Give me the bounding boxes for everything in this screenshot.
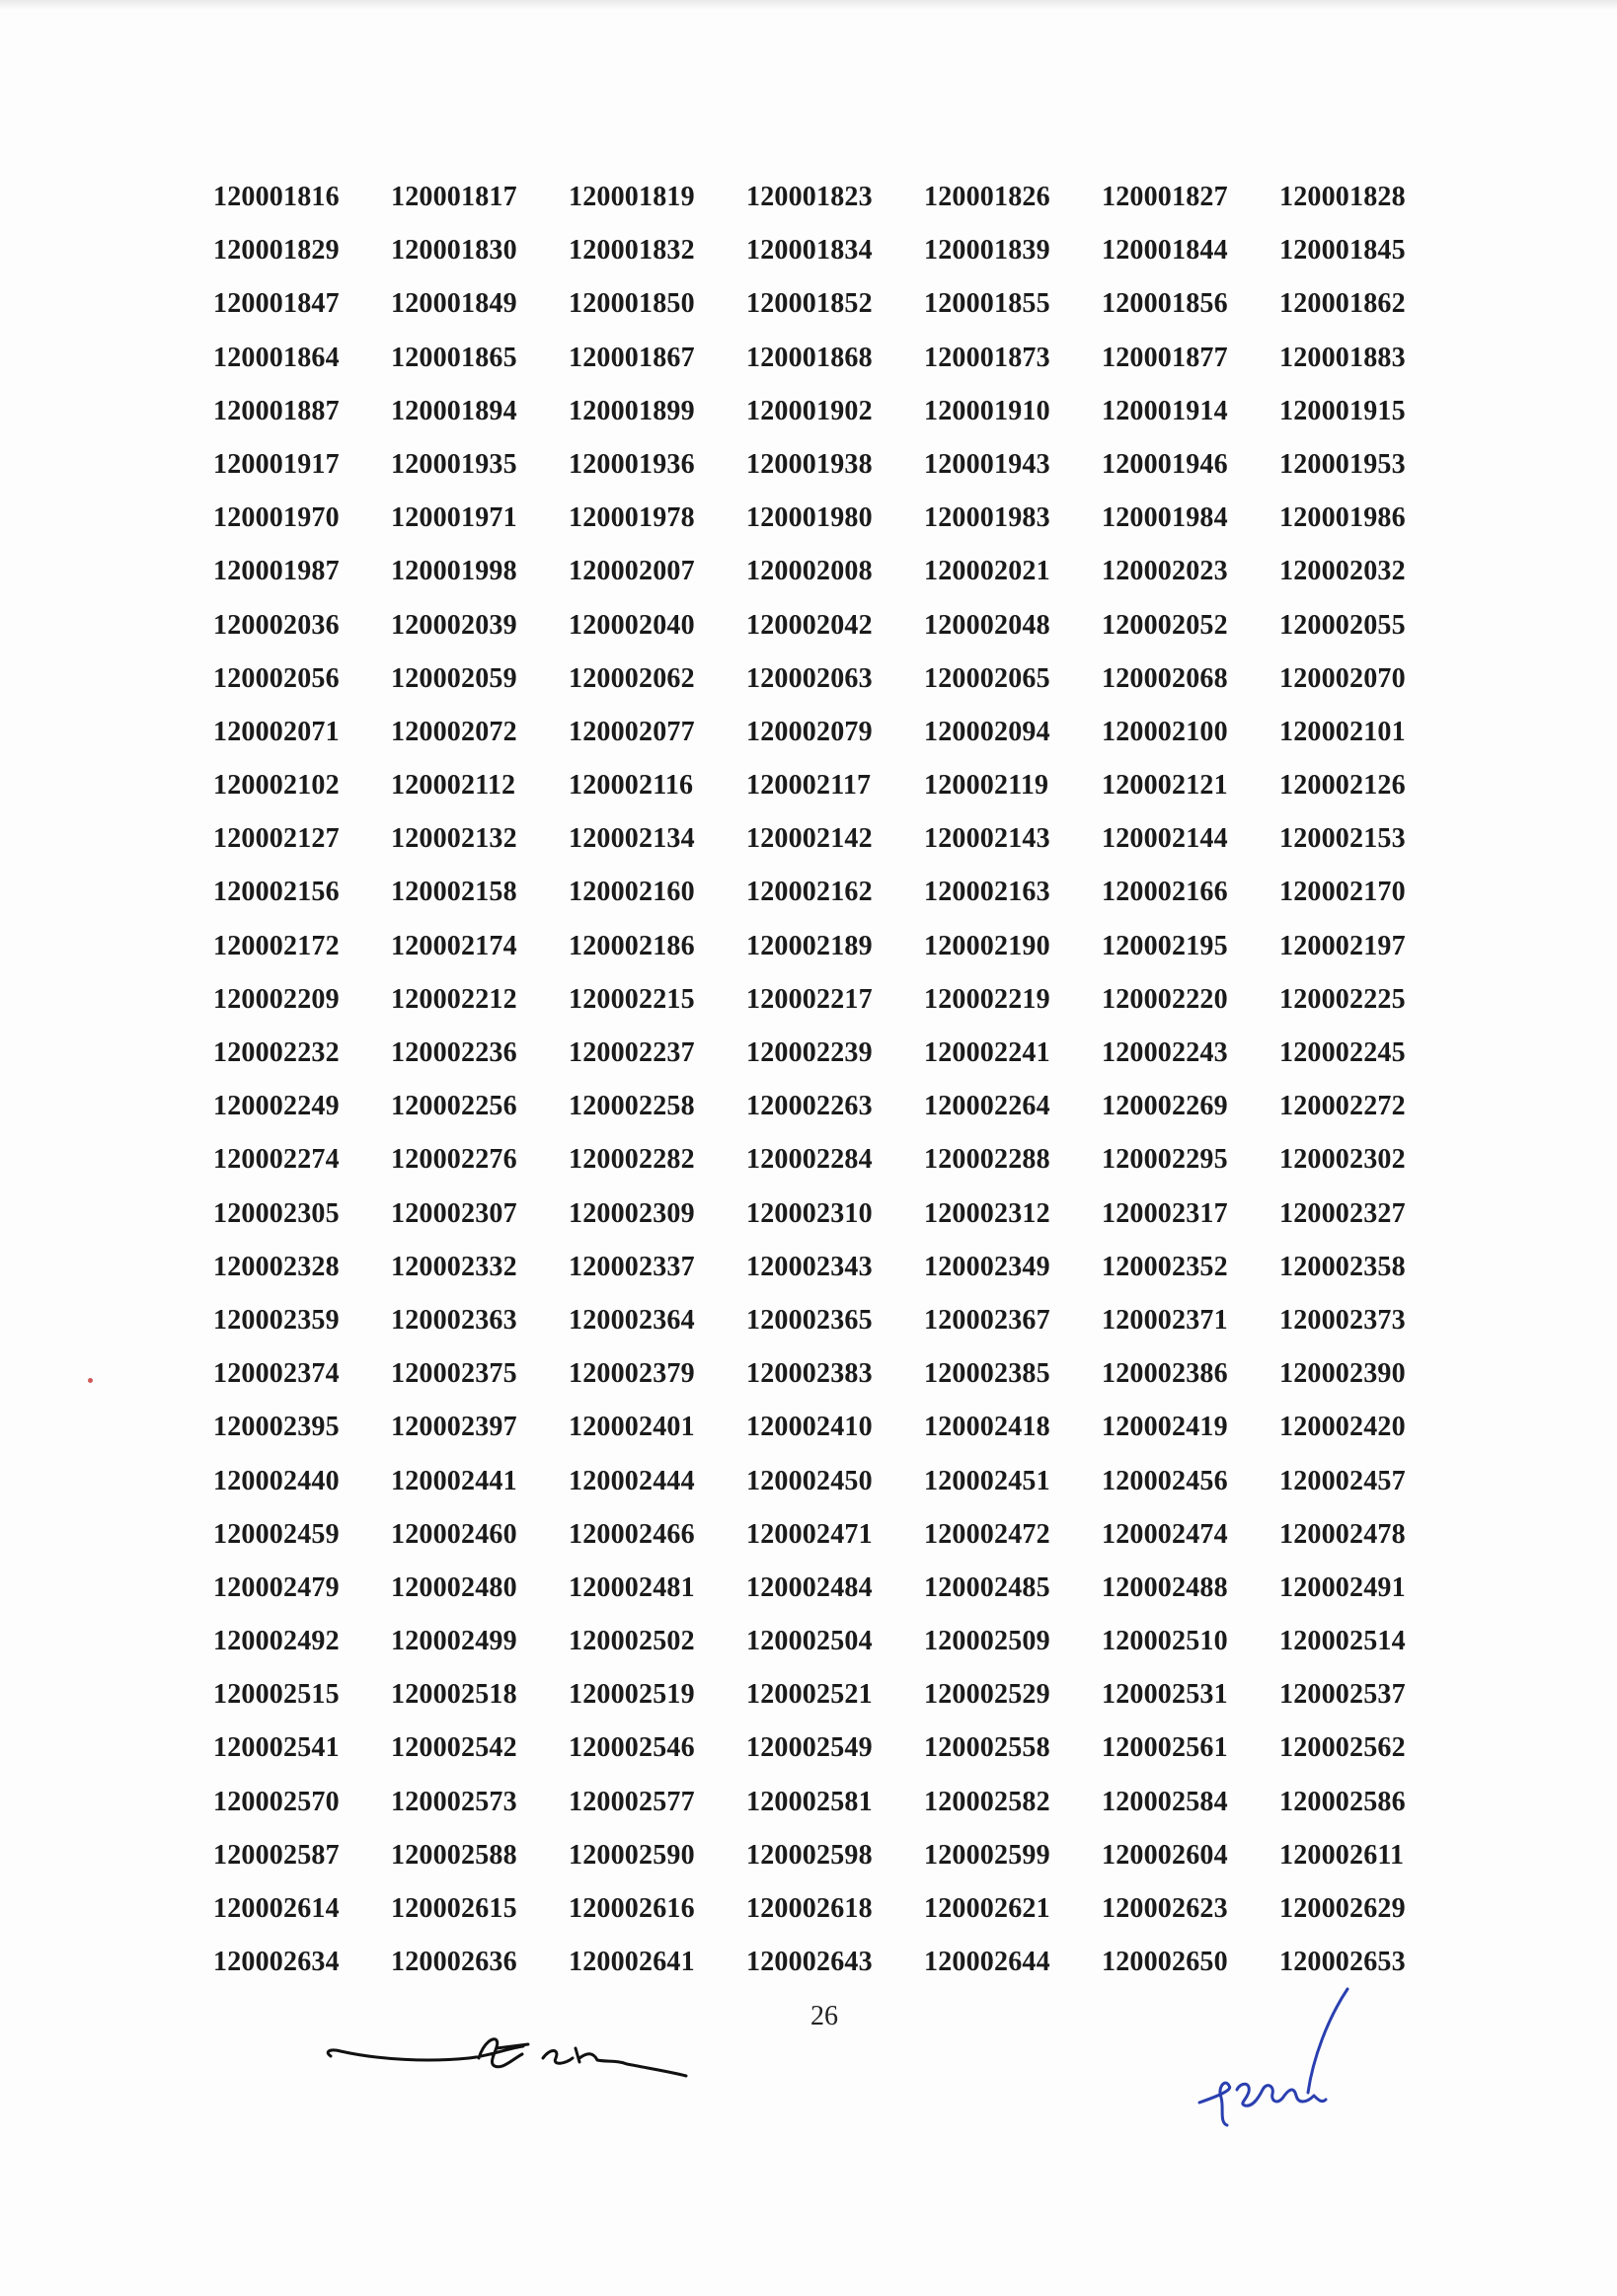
roll-number-cell: 120002337 (569, 1251, 695, 1282)
roll-number-cell: 120002163 (924, 877, 1050, 908)
roll-number-cell: 120001883 (1279, 342, 1406, 373)
roll-number-cell: 120002397 (391, 1412, 517, 1443)
roll-number-cell: 120002451 (924, 1465, 1050, 1496)
roll-number-cell: 120001867 (569, 342, 695, 373)
roll-number-cell: 120001828 (1279, 182, 1406, 212)
roll-number-cell: 120002288 (924, 1144, 1050, 1176)
roll-number-cell: 120001826 (924, 182, 1050, 212)
roll-number-cell: 120002039 (391, 609, 517, 641)
roll-number-cell: 120001864 (213, 342, 340, 373)
roll-number-cell: 120002379 (569, 1358, 695, 1390)
roll-number-cell: 120002160 (569, 877, 695, 908)
roll-number-cell: 120002263 (746, 1091, 873, 1122)
roll-number-cell: 120001938 (746, 448, 873, 480)
roll-number-cell: 120002302 (1279, 1144, 1406, 1176)
roll-number-cell: 120002215 (569, 983, 695, 1015)
roll-number-cell: 120002190 (924, 930, 1050, 961)
roll-number-cell: 120002312 (924, 1197, 1050, 1229)
roll-number-cell: 120002401 (569, 1412, 695, 1443)
roll-number-cell: 120002209 (213, 983, 340, 1015)
roll-number-cell: 120002358 (1279, 1251, 1406, 1282)
roll-number-cell: 120002343 (746, 1251, 873, 1282)
roll-number-cell: 120002502 (569, 1626, 695, 1657)
roll-number-cell: 120002310 (746, 1197, 873, 1229)
roll-number-cell: 120002055 (1279, 609, 1406, 641)
roll-number-cell: 120002077 (569, 716, 695, 747)
roll-number-cell: 120001819 (569, 182, 695, 212)
roll-number-cell: 120002071 (213, 716, 340, 747)
roll-number-cell: 120002472 (924, 1518, 1050, 1550)
roll-number-cell: 120002479 (213, 1571, 340, 1603)
roll-number-cell: 120002174 (391, 930, 517, 961)
roll-number-cell: 120002232 (213, 1037, 340, 1068)
roll-number-cell: 120001971 (391, 502, 517, 534)
roll-number-cell: 120001946 (1102, 448, 1228, 480)
roll-number-cell: 120002156 (213, 877, 340, 908)
roll-number-cell: 120002488 (1102, 1571, 1228, 1603)
roll-number-cell: 120002172 (213, 930, 340, 961)
roll-number-cell: 120001953 (1279, 448, 1406, 480)
roll-number-cell: 120002615 (391, 1893, 517, 1924)
roll-number-cell: 120002359 (213, 1304, 340, 1336)
roll-number-cell: 120001914 (1102, 395, 1228, 426)
roll-number-cell: 120002327 (1279, 1197, 1406, 1229)
roll-number-cell: 120001862 (1279, 288, 1406, 320)
roll-number-cell: 120002101 (1279, 716, 1406, 747)
roll-number-cell: 120002542 (391, 1732, 517, 1764)
roll-number-cell: 120002410 (746, 1412, 873, 1443)
roll-number-cell: 120002162 (746, 877, 873, 908)
roll-number-cell: 120002586 (1279, 1786, 1406, 1817)
roll-number-cell: 120001978 (569, 502, 695, 534)
roll-number-cell: 120002599 (924, 1839, 1050, 1871)
roll-number-cell: 120002375 (391, 1358, 517, 1390)
roll-number-cell: 120002504 (746, 1626, 873, 1657)
roll-number-cell: 120001998 (391, 556, 517, 587)
roll-number-cell: 120002117 (746, 770, 872, 802)
roll-number-cell: 120002643 (746, 1947, 873, 1978)
roll-number-cell: 120001847 (213, 288, 340, 320)
roll-number-cell: 120001834 (746, 235, 873, 267)
roll-number-cell: 120002457 (1279, 1465, 1406, 1496)
roll-number-cell: 120001865 (391, 342, 517, 373)
roll-number-cell: 120002065 (924, 662, 1050, 694)
roll-number-cell: 120002040 (569, 609, 695, 641)
roll-number-cell: 120002441 (391, 1465, 517, 1496)
roll-number-cell: 120002079 (746, 716, 873, 747)
roll-number-cell: 120002225 (1279, 983, 1406, 1015)
roll-number-cell: 120002264 (924, 1091, 1050, 1122)
roll-number-cell: 120002274 (213, 1144, 340, 1176)
roll-number-cell: 120001868 (746, 342, 873, 373)
roll-number-cell: 120002059 (391, 662, 517, 694)
roll-number-cell: 120002170 (1279, 877, 1406, 908)
roll-number-cell: 120001839 (924, 235, 1050, 267)
roll-number-cell: 120002332 (391, 1251, 517, 1282)
roll-number-cell: 120002616 (569, 1893, 695, 1924)
roll-number-cell: 120001829 (213, 235, 340, 267)
roll-number-cell: 120002573 (391, 1786, 517, 1817)
roll-number-cell: 120002119 (924, 770, 1049, 802)
roll-number-cell: 120002444 (569, 1465, 695, 1496)
roll-number-cell: 120002484 (746, 1571, 873, 1603)
roll-number-cell: 120002042 (746, 609, 873, 641)
roll-number-cell: 120001910 (924, 395, 1050, 426)
roll-number-cell: 120002611 (1279, 1839, 1405, 1871)
roll-number-cell: 120001823 (746, 182, 873, 212)
roll-number-cell: 120002581 (746, 1786, 873, 1817)
roll-number-cell: 120002450 (746, 1465, 873, 1496)
roll-number-cell: 120002420 (1279, 1412, 1406, 1443)
roll-number-cell: 120002023 (1102, 556, 1228, 587)
page-number: 26 (810, 2001, 838, 2031)
roll-number-cell: 120002363 (391, 1304, 517, 1336)
roll-number-cell: 120001827 (1102, 182, 1228, 212)
roll-number-cell: 120001899 (569, 395, 695, 426)
roll-number-cell: 120002519 (569, 1679, 695, 1711)
roll-number-cell: 120002373 (1279, 1304, 1406, 1336)
scan-speck (88, 1378, 93, 1383)
roll-number-cell: 120001855 (924, 288, 1050, 320)
roll-number-cell: 120002521 (746, 1679, 873, 1711)
roll-number-cell: 120002036 (213, 609, 340, 641)
roll-number-cell: 120002068 (1102, 662, 1228, 694)
roll-number-cell: 120002143 (924, 823, 1050, 855)
roll-number-cell: 120002062 (569, 662, 695, 694)
roll-number-cell: 120002186 (569, 930, 695, 961)
roll-number-cell: 120002459 (213, 1518, 340, 1550)
roll-number-cell: 120002515 (213, 1679, 340, 1711)
roll-number-cell: 120002352 (1102, 1251, 1228, 1282)
roll-number-cell: 120001852 (746, 288, 873, 320)
roll-number-cell: 120002239 (746, 1037, 873, 1068)
roll-number-cell: 120001844 (1102, 235, 1228, 267)
roll-number-cell: 120002641 (569, 1947, 695, 1978)
roll-number-cell: 120002614 (213, 1893, 340, 1924)
roll-number-cell: 120002212 (391, 983, 517, 1015)
roll-number-cell: 120002653 (1279, 1947, 1406, 1978)
roll-number-cell: 120002510 (1102, 1626, 1228, 1657)
roll-number-cell: 120002582 (924, 1786, 1050, 1817)
roll-number-cell: 120001984 (1102, 502, 1228, 534)
roll-number-cell: 120001970 (213, 502, 340, 534)
roll-number-cell: 120002499 (391, 1626, 517, 1657)
roll-number-cell: 120001830 (391, 235, 517, 267)
roll-number-cell: 120002466 (569, 1518, 695, 1550)
roll-number-cell: 120002419 (1102, 1412, 1228, 1443)
roll-number-cell: 120001849 (391, 288, 517, 320)
roll-number-cell: 120002634 (213, 1947, 340, 1978)
scan-edge (0, 0, 1617, 10)
roll-number-cell: 120002549 (746, 1732, 873, 1764)
roll-number-cell: 120002598 (746, 1839, 873, 1871)
roll-number-cell: 120002007 (569, 556, 695, 587)
roll-number-cell: 120002048 (924, 609, 1050, 641)
roll-number-cell: 120002604 (1102, 1839, 1228, 1871)
roll-number-cell: 120002650 (1102, 1947, 1228, 1978)
roll-number-cell: 120002577 (569, 1786, 695, 1817)
right-signature (1190, 1979, 1367, 2137)
roll-number-cell: 120002480 (391, 1571, 517, 1603)
roll-number-cell: 120002492 (213, 1626, 340, 1657)
roll-number-cell: 120002385 (924, 1358, 1050, 1390)
roll-number-cell: 120002418 (924, 1412, 1050, 1443)
roll-number-cell: 120002245 (1279, 1037, 1406, 1068)
roll-number-cell: 120001817 (391, 182, 517, 212)
roll-number-cell: 120002365 (746, 1304, 873, 1336)
roll-number-cell: 120002529 (924, 1679, 1050, 1711)
roll-number-cell: 120001983 (924, 502, 1050, 534)
roll-number-cell: 120002474 (1102, 1518, 1228, 1550)
roll-number-cell: 120002478 (1279, 1518, 1406, 1550)
roll-number-cell: 120002052 (1102, 609, 1228, 641)
roll-number-cell: 120002127 (213, 823, 340, 855)
roll-number-cell: 120002276 (391, 1144, 517, 1176)
roll-number-cell: 120001943 (924, 448, 1050, 480)
roll-number-cell: 120002112 (391, 770, 516, 802)
roll-number-cell: 120002008 (746, 556, 873, 587)
roll-number-cell: 120002558 (924, 1732, 1050, 1764)
roll-number-cell: 120002236 (391, 1037, 517, 1068)
roll-number-cell: 120001850 (569, 288, 695, 320)
roll-number-cell: 120002132 (391, 823, 517, 855)
roll-number-cell: 120001877 (1102, 342, 1228, 373)
roll-number-cell: 120002636 (391, 1947, 517, 1978)
roll-number-cell: 120001935 (391, 448, 517, 480)
roll-number-cell: 120002328 (213, 1251, 340, 1282)
roll-number-cell: 120002258 (569, 1091, 695, 1122)
roll-number-cell: 120002570 (213, 1786, 340, 1817)
roll-number-cell: 120002386 (1102, 1358, 1228, 1390)
roll-number-cell: 120002629 (1279, 1893, 1406, 1924)
roll-number-cell: 120002546 (569, 1732, 695, 1764)
roll-number-cell: 120002618 (746, 1893, 873, 1924)
roll-number-cell: 120002195 (1102, 930, 1228, 961)
roll-number-cell: 120002282 (569, 1144, 695, 1176)
roll-number-cell: 120001845 (1279, 235, 1406, 267)
roll-number-cell: 120002587 (213, 1839, 340, 1871)
roll-number-cell: 120002032 (1279, 556, 1406, 587)
roll-number-cell: 120002256 (391, 1091, 517, 1122)
roll-number-cell: 120001832 (569, 235, 695, 267)
roll-number-cell: 120002237 (569, 1037, 695, 1068)
roll-number-cell: 120002307 (391, 1197, 517, 1229)
roll-number-cell: 120002364 (569, 1304, 695, 1336)
roll-number-cell: 120002166 (1102, 877, 1228, 908)
roll-number-cell: 120002070 (1279, 662, 1406, 694)
roll-number-cell: 120002121 (1102, 770, 1228, 802)
roll-number-cell: 120002305 (213, 1197, 340, 1229)
roll-number-cell: 120002644 (924, 1947, 1050, 1978)
roll-number-cell: 120002460 (391, 1518, 517, 1550)
roll-number-cell: 120002309 (569, 1197, 695, 1229)
roll-number-cell: 120002249 (213, 1091, 340, 1122)
roll-number-cell: 120002158 (391, 877, 517, 908)
roll-number-cell: 120001894 (391, 395, 517, 426)
roll-number-cell: 120002621 (924, 1893, 1050, 1924)
roll-number-cell: 120002518 (391, 1679, 517, 1711)
roll-number-cell: 120002588 (391, 1839, 517, 1871)
roll-number-cell: 120002623 (1102, 1893, 1228, 1924)
roll-number-cell: 120002471 (746, 1518, 873, 1550)
roll-number-cell: 120002063 (746, 662, 873, 694)
roll-number-cell: 120002100 (1102, 716, 1228, 747)
roll-number-cell: 120001887 (213, 395, 340, 426)
roll-number-cell: 120001987 (213, 556, 340, 587)
roll-number-cell: 120002456 (1102, 1465, 1228, 1496)
roll-number-cell: 120002126 (1279, 770, 1406, 802)
roll-number-cell: 120002531 (1102, 1679, 1228, 1711)
roll-number-cell: 120001856 (1102, 288, 1228, 320)
roll-number-cell: 120002374 (213, 1358, 340, 1390)
roll-number-cell: 120002153 (1279, 823, 1406, 855)
roll-number-cell: 120002349 (924, 1251, 1050, 1282)
roll-number-cell: 120002383 (746, 1358, 873, 1390)
roll-number-cell: 120002243 (1102, 1037, 1228, 1068)
roll-number-cell: 120002561 (1102, 1732, 1228, 1764)
roll-number-cell: 120002144 (1102, 823, 1228, 855)
roll-number-cell: 120002056 (213, 662, 340, 694)
roll-number-cell: 120002541 (213, 1732, 340, 1764)
roll-number-cell: 120002142 (746, 823, 873, 855)
roll-number-cell: 120002537 (1279, 1679, 1406, 1711)
roll-number-cell: 120001816 (213, 182, 340, 212)
roll-number-cell: 120002440 (213, 1465, 340, 1496)
roll-number-cell: 120002284 (746, 1144, 873, 1176)
roll-number-cell: 120002220 (1102, 983, 1228, 1015)
roll-number-cell: 120002317 (1102, 1197, 1228, 1229)
roll-number-cell: 120001873 (924, 342, 1050, 373)
roll-number-cell: 120002481 (569, 1571, 695, 1603)
roll-number-cell: 120002485 (924, 1571, 1050, 1603)
roll-number-cell: 120002367 (924, 1304, 1050, 1336)
roll-number-cell: 120002217 (746, 983, 873, 1015)
roll-number-cell: 120001917 (213, 448, 340, 480)
roll-number-grid (213, 178, 1457, 1996)
roll-number-cell: 120002371 (1102, 1304, 1228, 1336)
roll-number-cell: 120002241 (924, 1037, 1050, 1068)
left-signature (321, 2019, 696, 2098)
roll-number-cell: 120002491 (1279, 1571, 1406, 1603)
roll-number-cell: 120002219 (924, 983, 1050, 1015)
roll-number-cell: 120002562 (1279, 1732, 1406, 1764)
roll-number-cell: 120001915 (1279, 395, 1406, 426)
roll-number-cell: 120002590 (569, 1839, 695, 1871)
roll-number-cell: 120002514 (1279, 1626, 1406, 1657)
roll-number-cell: 120002116 (569, 770, 694, 802)
roll-number-cell: 120002072 (391, 716, 517, 747)
roll-number-cell: 120002272 (1279, 1091, 1406, 1122)
roll-number-cell: 120002269 (1102, 1091, 1228, 1122)
roll-number-cell: 120002021 (924, 556, 1050, 587)
roll-number-cell: 120001986 (1279, 502, 1406, 534)
roll-number-cell: 120002584 (1102, 1786, 1228, 1817)
roll-number-cell: 120002134 (569, 823, 695, 855)
roll-number-cell: 120002197 (1279, 930, 1406, 961)
roll-number-cell: 120002509 (924, 1626, 1050, 1657)
roll-number-cell: 120002102 (213, 770, 340, 802)
roll-number-cell: 120001980 (746, 502, 873, 534)
roll-number-cell: 120001902 (746, 395, 873, 426)
roll-number-cell: 120002295 (1102, 1144, 1228, 1176)
roll-number-cell: 120002189 (746, 930, 873, 961)
roll-number-cell: 120002395 (213, 1412, 340, 1443)
roll-number-cell: 120001936 (569, 448, 695, 480)
roll-number-cell: 120002094 (924, 716, 1050, 747)
roll-number-cell: 120002390 (1279, 1358, 1406, 1390)
